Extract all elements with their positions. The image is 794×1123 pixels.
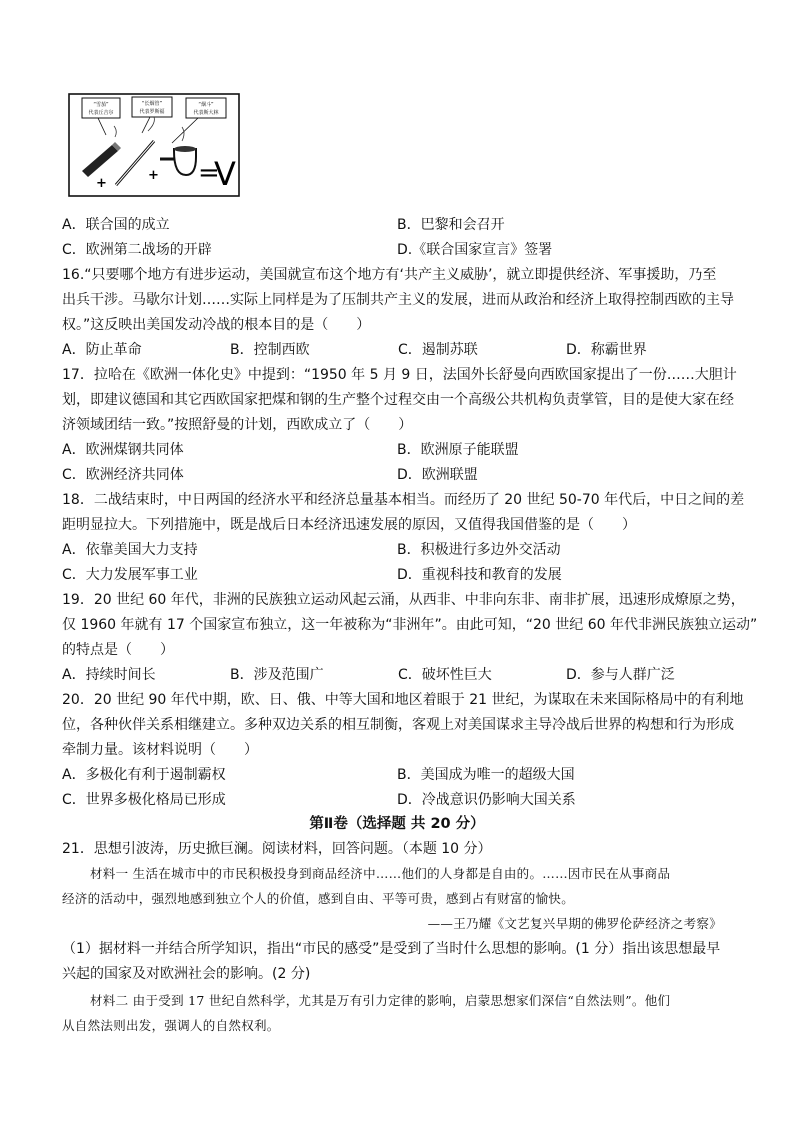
q18-option-b: B．积极进行多边外交活动 (397, 542, 561, 558)
cartoon-label-1b: 代表丘吉尔 (88, 110, 114, 116)
q20-option-d: D．冷战意识仍影响大国关系 (397, 792, 576, 808)
q19-stem-line: 19．20 世纪 60 年代，非洲的民族独立运动风起云涌，从西非、中非向东非、南非扩展，迅速形成燎原之势， (62, 592, 745, 608)
q17-stem-line: 17．拉哈在《欧洲一体化史》中提到：“1950 年 5 月 9 日，法国外长舒曼向西欧国家提出了一份……大胆计 (62, 367, 737, 383)
q21-material2-line: 材料二 由于受到 17 世纪自然科学，尤其是万有引力定律的影响，启蒙思想家们深信“自然法则”。他们 (90, 993, 671, 1008)
q20-stem-line: 牵制力量。该材料说明（ ） (62, 742, 258, 758)
q15-option-c: C．欧洲第二战场的开辟 (62, 242, 212, 258)
q21-question1-line: （1）据材料一并结合所学知识，指出“市民的感受”是受到了当时什么思想的影响。(1 分）指出该思想最早 (62, 941, 721, 957)
svg-text:V: V (214, 155, 236, 193)
q15-option-d: D.《联合国家宣言》签署 (397, 242, 553, 258)
q17-stem-line: 济领域团结一致。”按照舒曼的计划，西欧成立了（ ） (62, 417, 413, 433)
q16-option-d: D．称霸世界 (566, 342, 647, 358)
q19-stem-line: 的特点是（ ） (62, 642, 174, 658)
q16-option-b: B．控制西欧 (230, 342, 310, 358)
q19-option-b: B．涉及范围广 (230, 667, 324, 683)
q18-option-c: C．大力发展军事工业 (62, 567, 198, 583)
cartoon-label-2: “长烟管” (141, 101, 163, 107)
q19-option-d: D．参与人群广泛 (566, 667, 675, 683)
q21-intro: 21．思想引波涛，历史掀巨澜。阅读材料，回答问题。（本题 10 分） (62, 841, 492, 857)
q18-option-a: A．依靠美国大力支持 (62, 542, 198, 558)
q21-material1-source: ——王乃耀《文艺复兴早期的佛罗伦萨经济之考察》 (427, 916, 722, 931)
q16-stem-line: 出兵干涉。马歇尔计划……实际上同样是为了压制共产主义的发展，进而从政治和经济上取得控制西欧的主导 (62, 292, 734, 308)
cartoon-label-1: “雪茄” (93, 102, 109, 108)
q18-option-d: D．重视科技和教育的发展 (397, 567, 562, 583)
q16-option-a: A．防止革命 (62, 342, 142, 358)
q15-option-a: A．联合国的成立 (62, 217, 170, 233)
q19-option-a: A．持续时间长 (62, 667, 156, 683)
svg-text:+: + (96, 176, 107, 191)
q19-option-c: C．破坏性巨大 (398, 667, 492, 683)
q20-stem-line: 20．20 世纪 90 年代中期，欧、日、俄、中等大国和地区着眼于 21 世纪，为谋取在未来国际格局中的有利地 (62, 692, 744, 708)
q19-stem-line: 仅 1960 年就有 17 个国家宣布独立，这一年被称为“非洲年”。由此可知，“20 世纪 60 年代非洲民族独立运动” (62, 617, 758, 633)
q16-option-c: C．遏制苏联 (398, 342, 478, 358)
q18-stem-line: 18．二战结束时，中日两国的经济水平和经济总量基本相当。而经历了 20 世纪 50-70 年代后，中日之间的差 (62, 492, 745, 508)
q17-option-c: C．欧洲经济共同体 (62, 467, 184, 483)
q17-option-b: B．欧洲原子能联盟 (397, 442, 519, 458)
cartoon-label-2b: 代表罗斯福 (139, 109, 165, 115)
cartoon-label-3: “烟斗” (198, 102, 214, 108)
q20-option-b: B．美国成为唯一的超级大国 (397, 767, 575, 783)
q20-option-a: A．多极化有利于遏制霸权 (62, 767, 226, 783)
cartoon-label-3b: 代表斯大林 (193, 110, 219, 116)
q18-stem-line: 距明显拉大。下列措施中，既是战后日本经济迅速发展的原因，又值得我国借鉴的是（ ） (62, 517, 636, 533)
q21-question1-line: 兴起的国家及对欧洲社会的影响。(2 分) (62, 966, 311, 982)
cartoon-image (68, 93, 240, 197)
q17-option-d: D．欧洲联盟 (397, 467, 478, 483)
q16-stem-line: 权。”这反映出美国发动冷战的根本目的是（ ） (62, 317, 371, 333)
q17-stem-line: 划，即建议德国和其它西欧国家把煤和钢的生产整个过程交由一个高级公共机构负责掌管，目的是使大家在经 (62, 392, 734, 408)
q15-option-b: B．巴黎和会召开 (397, 217, 505, 233)
q21-material1-line: 经济的活动中，强烈地感到独立个人的价值，感到自由、平等可贵，感到占有财富的愉快。 (62, 891, 575, 906)
q21-material1-line: 材料一 生活在城市中的市民积极投身到商品经济中……他们的人身都是自由的。……因市民在从事商品 (90, 866, 671, 881)
q20-stem-line: 位，各种伙伴关系相继建立。多种双边关系的相互制衡，客观上对美国谋求主导冷战后世界的构想和行为形成 (62, 717, 734, 733)
q21-material2-line: 从自然法则出发，强调人的自然权利。 (62, 1018, 280, 1033)
q20-option-c: C．世界多极化格局已形成 (62, 792, 226, 808)
svg-text:+: + (148, 168, 159, 183)
section-title: 第Ⅱ卷（选择题 共 20 分） (309, 816, 485, 832)
svg-text:=: = (198, 158, 220, 188)
q17-option-a: A．欧洲煤钢共同体 (62, 442, 184, 458)
q16-stem-line: 16.“只要哪个地方有进步运动，美国就宣布这个地方有‘共产主义威胁’，就立即提供经济、军事援助，乃至 (62, 267, 717, 283)
